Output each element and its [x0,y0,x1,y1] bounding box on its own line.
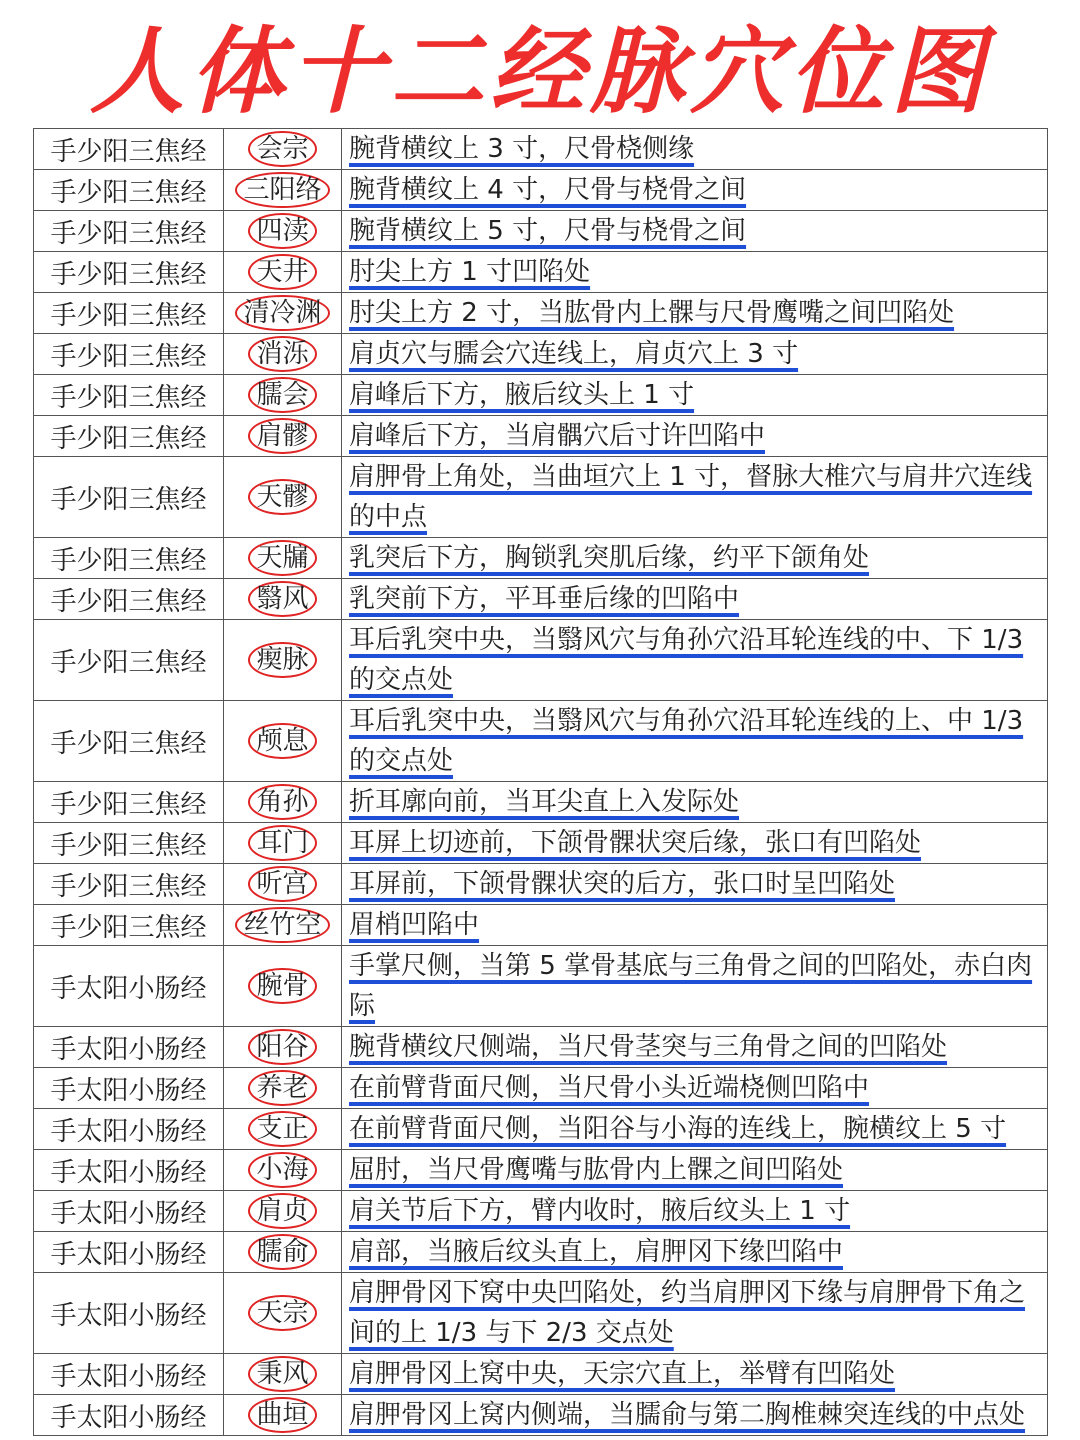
acupoint-name-circled: 天井 [248,254,316,290]
table-row [34,1068,1048,1109]
acupoint-name-circled: 曲垣 [248,1397,316,1433]
table-row [34,1395,1048,1436]
meridian-cell: 手少阳三焦经 [34,375,224,416]
location-text: 在前臂背面尺侧，当尺骨小头近端桡侧凹陷中 [349,1073,870,1103]
acupoint-name-circled: 耳门 [248,825,316,861]
table-row [34,823,1048,864]
acupoint-name-circled: 腕骨 [248,968,316,1004]
meridian-cell: 手少阳三焦经 [34,701,224,782]
meridian-cell: 手少阳三焦经 [34,782,224,823]
meridian-cell: 手少阳三焦经 [34,129,224,170]
location-cell [342,293,1048,334]
acupoint-name-circled: 四渎 [248,213,316,249]
acupoint-cell [224,1068,342,1109]
location-text: 折耳廓向前，当耳尖直上入发际处 [349,787,740,817]
acupoint-table-body [34,129,1048,1436]
acupoint-cell [224,620,342,701]
acupoint-name-circled: 臑会 [248,377,316,413]
location-text: 肘尖上方 1 寸凹陷处 [349,257,591,287]
acupoint-name-circled: 听宫 [248,866,316,902]
table-row [34,170,1048,211]
meridian-cell: 手太阳小肠经 [34,1232,224,1273]
meridian-cell: 手少阳三焦经 [34,579,224,620]
table-row [34,905,1048,946]
acupoint-name-circled: 瘈脉 [248,642,316,678]
acupoint-name-circled: 清冷渊 [235,295,329,331]
location-cell [342,905,1048,946]
location-cell [342,1027,1048,1068]
acupoint-name-circled: 颅息 [248,723,316,759]
meridian-cell: 手少阳三焦经 [34,457,224,538]
location-cell [342,579,1048,620]
meridian-cell: 手太阳小肠经 [34,1191,224,1232]
table-row [34,252,1048,293]
location-cell [342,946,1048,1027]
acupoint-name-circled: 秉风 [248,1356,316,1392]
acupoint-name-circled: 会宗 [248,131,316,167]
location-text: 肩胛骨冈下窝中央凹陷处，约当肩胛冈下缘与肩胛骨下角之间的上 1/3 与下 2/3 交点处 [349,1278,1026,1348]
location-text: 肘尖上方 2 寸，当肱骨内上髁与尺骨鹰嘴之间凹陷处 [349,298,955,328]
location-text: 肩贞穴与臑会穴连线上，肩贞穴上 3 寸 [349,339,799,369]
location-text: 腕背横纹上 5 寸，尺骨与桡骨之间 [349,216,747,246]
location-text: 肩胛骨上角处，当曲垣穴上 1 寸，督脉大椎穴与肩井穴连线的中点 [349,462,1033,532]
location-text: 肩胛骨冈上窝中央，天宗穴直上，举臂有凹陷处 [349,1359,896,1389]
meridian-cell: 手少阳三焦经 [34,252,224,293]
meridian-cell: 手太阳小肠经 [34,1109,224,1150]
meridian-cell: 手少阳三焦经 [34,211,224,252]
acupoint-cell [224,823,342,864]
table-row [34,782,1048,823]
location-text: 腕背横纹尺侧端，当尺骨茎突与三角骨之间的凹陷处 [349,1032,948,1062]
table-row [34,701,1048,782]
meridian-cell: 手太阳小肠经 [34,1150,224,1191]
acupoint-table [33,128,1048,1436]
acupoint-name-circled: 阳谷 [248,1029,316,1065]
meridian-cell: 手少阳三焦经 [34,416,224,457]
location-cell [342,1109,1048,1150]
acupoint-name-circled: 消泺 [248,336,316,372]
table-row [34,946,1048,1027]
location-text: 在前臂背面尺侧，当阳谷与小海的连线上，腕横纹上 5 寸 [349,1114,1007,1144]
acupoint-cell [224,579,342,620]
meridian-cell: 手太阳小肠经 [34,1027,224,1068]
location-cell [342,1068,1048,1109]
acupoint-cell [224,946,342,1027]
acupoint-cell [224,252,342,293]
table-row [34,211,1048,252]
location-cell [342,782,1048,823]
acupoint-cell [224,864,342,905]
location-cell [342,170,1048,211]
location-text: 耳后乳突中央，当翳风穴与角孙穴沿耳轮连线的中、下 1/3 的交点处 [349,625,1024,695]
acupoint-cell [224,538,342,579]
location-cell [342,538,1048,579]
location-text: 腕背横纹上 3 寸，尺骨桡侧缘 [349,134,695,164]
table-row [34,375,1048,416]
acupoint-name-circled: 肩贞 [248,1193,316,1229]
table-row [34,293,1048,334]
table-row [34,1027,1048,1068]
acupoint-name-circled: 三阳络 [235,172,329,208]
location-cell [342,1354,1048,1395]
meridian-cell: 手太阳小肠经 [34,1354,224,1395]
meridian-cell: 手少阳三焦经 [34,905,224,946]
meridian-cell: 手少阳三焦经 [34,293,224,334]
location-text: 肩胛骨冈上窝内侧端，当臑俞与第二胸椎棘突连线的中点处 [349,1400,1026,1430]
acupoint-cell [224,457,342,538]
location-cell [342,1395,1048,1436]
location-cell [342,211,1048,252]
acupoint-cell [224,170,342,211]
meridian-cell: 手太阳小肠经 [34,946,224,1027]
location-text: 眉梢凹陷中 [349,910,480,940]
acupoint-cell [224,1354,342,1395]
page-title: 人体十二经脉穴位图 [89,18,990,127]
meridian-cell: 手太阳小肠经 [34,1395,224,1436]
table-row [34,1191,1048,1232]
location-text: 乳突后下方，胸锁乳突肌后缘，约平下颌角处 [349,543,870,573]
location-text: 肩峰后下方，当肩髃穴后寸许凹陷中 [349,421,766,451]
location-cell [342,1191,1048,1232]
meridian-cell: 手太阳小肠经 [34,1068,224,1109]
acupoint-cell [224,701,342,782]
acupoint-name-circled: 臑俞 [248,1234,316,1270]
location-text: 耳屏前，下颌骨髁状突的后方，张口时呈凹陷处 [349,869,896,899]
acupoint-cell [224,211,342,252]
acupoint-name-circled: 小海 [248,1152,316,1188]
acupoint-name-circled: 天牖 [248,540,316,576]
table-row [34,416,1048,457]
acupoint-cell [224,1273,342,1354]
location-cell [342,375,1048,416]
location-text: 肩峰后下方，腋后纹头上 1 寸 [349,380,695,410]
acupoint-cell [224,375,342,416]
acupoint-name-circled: 天髎 [248,479,316,515]
acupoint-name-circled: 角孙 [248,784,316,820]
meridian-cell: 手少阳三焦经 [34,864,224,905]
table-row [34,1109,1048,1150]
location-cell [342,1232,1048,1273]
acupoint-cell [224,1232,342,1273]
location-text: 肩关节后下方，臂内收时，腋后纹头上 1 寸 [349,1196,851,1226]
acupoint-cell [224,129,342,170]
table-row [34,334,1048,375]
location-cell [342,701,1048,782]
table-row [34,1150,1048,1191]
meridian-cell: 手太阳小肠经 [34,1273,224,1354]
acupoint-cell [224,1395,342,1436]
location-cell [342,334,1048,375]
location-text: 屈肘，当尺骨鹰嘴与肱骨内上髁之间凹陷处 [349,1155,844,1185]
location-text: 乳突前下方，平耳垂后缘的凹陷中 [349,584,740,614]
table-row [34,620,1048,701]
table-row [34,538,1048,579]
acupoint-name-circled: 支正 [248,1111,316,1147]
location-cell [342,252,1048,293]
acupoint-name-circled: 天宗 [248,1295,316,1331]
location-text: 肩部，当腋后纹头直上，肩胛冈下缘凹陷中 [349,1237,844,1267]
meridian-cell: 手少阳三焦经 [34,538,224,579]
location-cell [342,1273,1048,1354]
meridian-cell: 手少阳三焦经 [34,170,224,211]
acupoint-cell [224,1109,342,1150]
acupoint-cell [224,416,342,457]
acupoint-name-circled: 肩髎 [248,418,316,454]
table-row [34,579,1048,620]
table-row [34,1273,1048,1354]
location-cell [342,1150,1048,1191]
acupoint-cell [224,1150,342,1191]
acupoint-cell [224,782,342,823]
table-row [34,457,1048,538]
location-cell [342,864,1048,905]
table-row [34,1232,1048,1273]
acupoint-cell [224,1027,342,1068]
location-cell [342,416,1048,457]
acupoint-cell [224,1191,342,1232]
meridian-cell: 手少阳三焦经 [34,620,224,701]
acupoint-name-circled: 养老 [248,1070,316,1106]
table-row [34,1354,1048,1395]
location-cell [342,129,1048,170]
location-text: 耳后乳突中央，当翳风穴与角孙穴沿耳轮连线的上、中 1/3 的交点处 [349,706,1024,776]
acupoint-cell [224,334,342,375]
acupoint-cell [224,293,342,334]
location-text: 手掌尺侧，当第 5 掌骨基底与三角骨之间的凹陷处，赤白肉际 [349,951,1033,1021]
location-cell [342,823,1048,864]
acupoint-name-circled: 翳风 [248,581,316,617]
meridian-cell: 手少阳三焦经 [34,823,224,864]
location-cell [342,457,1048,538]
meridian-cell: 手少阳三焦经 [34,334,224,375]
acupoint-cell [224,905,342,946]
table-row [34,129,1048,170]
location-text: 耳屏上切迹前，下颌骨髁状突后缘，张口有凹陷处 [349,828,922,858]
location-text: 腕背横纹上 4 寸，尺骨与桡骨之间 [349,175,747,205]
acupoint-name-circled: 丝竹空 [235,907,329,943]
table-row [34,864,1048,905]
location-cell [342,620,1048,701]
